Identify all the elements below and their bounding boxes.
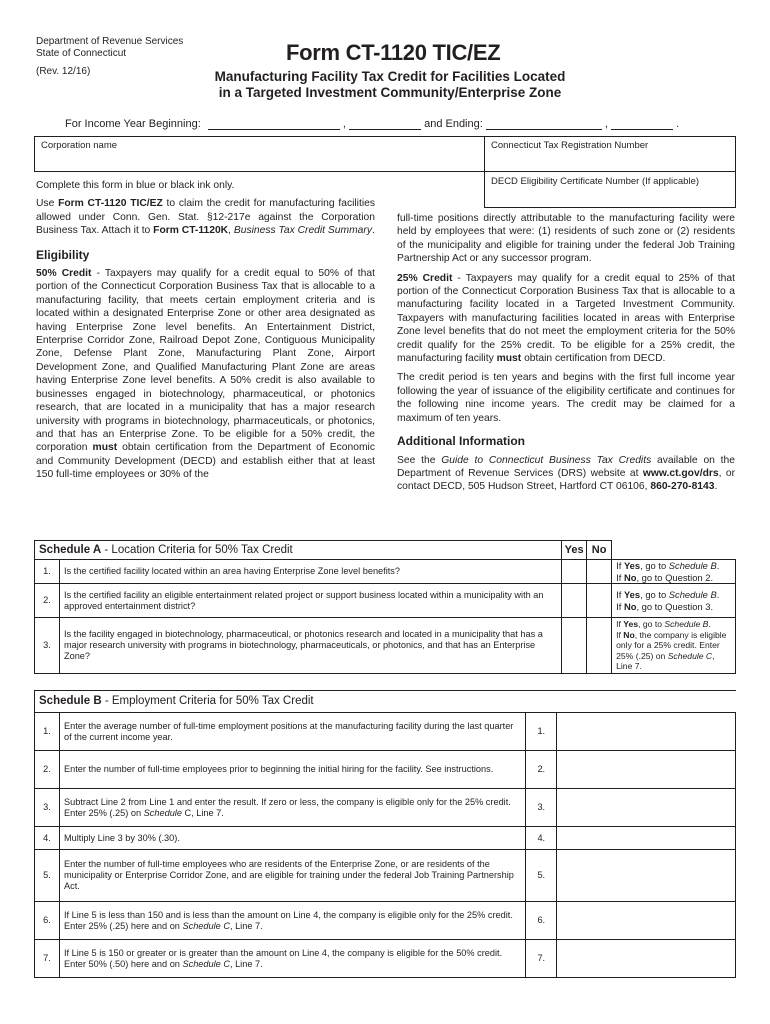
credit-period-paragraph: The credit period is ten years and begins with the first full income year following the year of issuance of the eligibility certificate and continues for the following nine income years. The credit may be claimed for a maximum of ten years. — [397, 372, 735, 424]
twentyfive-label: 25% Credit — [397, 272, 453, 284]
beginning-date-field[interactable] — [208, 118, 340, 130]
text: , go to — [640, 560, 669, 571]
text: If — [616, 589, 624, 600]
question-number: 3. — [35, 618, 60, 674]
text: - Taxpayers may qualify for a credit equal to 50% of that portion of the Connecticut Corporation Business Tax that is allocable to a manufacturing facility, that meets certain employment criteria and is located within a designated Enterprise Zone or other area designated as having Enterprise Zone level benefits. An Entertainment District, Enterprise Corridor Zone, Railroad Depot Zone, Contiguous Municipality Zone, Defense Plant Zone, Manufacturing Plant Zone, Airport Development Zone, and Qualified Manufacturing Plant Zone are areas having Enterprise Zone level benefits. A 50% credit is also available to businesses engaged in biotechnology, pharmaceutical, or photonics research, that are located in a municipality that has a major research university with programs in biotechnology, pharmaceuticals, or photonics, and that has an Enterprise Zone. To be eligible for a 50% credit, the corporation — [36, 268, 375, 454]
schedule-ref: Schedule B — [664, 619, 709, 630]
income-year-ending-label: and Ending: — [424, 118, 483, 130]
schedule-title-text: - Employment Criteria for 50% Tax Credit — [101, 695, 314, 707]
yes-instruction — [616, 589, 731, 601]
ct-tax-registration-field[interactable] — [484, 136, 736, 172]
table-row — [35, 584, 736, 618]
income-year-beginning-label: For Income Year Beginning: — [65, 118, 201, 130]
line-amount-field[interactable] — [557, 789, 736, 827]
text: , go to — [638, 619, 665, 630]
text: . — [714, 481, 718, 493]
line-amount-field[interactable] — [557, 713, 736, 751]
schedule-title-text: - Location Criteria for 50% Tax Credit — [101, 543, 293, 556]
state-name: State of Connecticut — [36, 48, 127, 59]
text: , or contact DECD, 505 Hudson Street, Hartford CT 06106, — [397, 467, 735, 493]
instructions-right-column — [397, 212, 735, 500]
text: , go to Question 2. — [636, 571, 714, 583]
line-ref: 7. — [526, 940, 557, 978]
use-paragraph — [36, 197, 375, 237]
comma: , — [604, 118, 608, 130]
line-number: 1. — [35, 713, 60, 751]
text: to claim the credit for manufacturing facilities allowed under Conn. Gen. Stat. §12-217e against the Corporation Business Tax. Attach it to — [36, 198, 375, 237]
text: , go to Question 3. — [636, 600, 714, 612]
line-text: Multiply Line 3 by 30% (.30). — [59, 827, 525, 850]
table-row — [35, 850, 736, 902]
line-ref: 2. — [526, 751, 557, 789]
yes-column-header: Yes — [562, 541, 587, 560]
corporation-name-label: Corporation name — [41, 140, 118, 151]
instructions-column-header — [612, 541, 736, 560]
question-number: 2. — [35, 584, 60, 618]
no-checkbox[interactable] — [587, 618, 612, 674]
schedule-a-table — [34, 540, 736, 674]
yes-checkbox[interactable] — [562, 618, 587, 674]
no-instruction — [616, 630, 733, 672]
text: Use — [36, 198, 59, 210]
question-instructions — [612, 584, 736, 618]
table-row — [35, 940, 736, 978]
guide-ref: Guide to Connecticut Business Tax Credits — [441, 454, 652, 466]
twentyfive-percent-paragraph — [397, 272, 735, 366]
question-number: 1. — [35, 560, 60, 584]
text: , — [228, 225, 234, 237]
schedule-b-table — [34, 690, 736, 978]
line-amount-field[interactable] — [557, 827, 736, 850]
fifty-label: 50% Credit — [36, 268, 92, 280]
decd-certificate-label: DECD Eligibility Certificate Number (If applicable) — [491, 176, 700, 187]
form-ref: Form CT-1120K — [153, 225, 229, 237]
line-text — [59, 789, 525, 827]
table-row — [35, 751, 736, 789]
emphasis: No — [623, 629, 635, 640]
beginning-year-field[interactable] — [349, 118, 421, 130]
phone-number: 860-270-8143 — [650, 481, 715, 493]
yes-instruction — [616, 619, 733, 630]
text: - Taxpayers may qualify for a credit equal to 25% of that portion of the Connecticut Corporation Business Tax that is allocable to a manufacturing facility located in a Targeted Investment Community. Taxpayers with manufacturing facilities located in areas with Enterprise Zone level benefits that do not meet the employment criteria for the 50% credit qualify for the 25% credit. To be eligible for a 25% credit, the manufacturing facility — [397, 272, 735, 365]
text: . — [716, 589, 720, 600]
period: . — [676, 118, 680, 130]
decd-certificate-field[interactable] — [484, 171, 736, 208]
text: If — [616, 600, 624, 612]
eligibility-heading: Eligibility — [36, 247, 90, 262]
text: obtain certification from DECD. — [521, 353, 666, 365]
line-number: 5. — [35, 850, 60, 902]
line-amount-field[interactable] — [557, 902, 736, 940]
schedule-ref: Schedule B — [668, 589, 717, 600]
text: , Line 7. — [616, 650, 715, 672]
ending-date-field[interactable] — [486, 118, 602, 130]
line-text: Enter the number of full-time employees prior to beginning the initial hiring for the facility. See instructions. — [59, 751, 525, 789]
schedule-a-title — [35, 541, 562, 560]
line-amount-field[interactable] — [557, 940, 736, 978]
question-instructions — [612, 618, 736, 674]
text: , the company is eligible only for a 25% credit. Enter 25% (.25) on — [616, 629, 727, 661]
additional-info-paragraph — [397, 454, 735, 494]
yes-checkbox[interactable] — [562, 584, 587, 618]
line-text — [59, 940, 525, 978]
yes-checkbox[interactable] — [562, 560, 587, 584]
comma: , — [342, 118, 346, 130]
additional-info-heading: Additional Information — [397, 434, 525, 449]
question-text: Is the certified facility located within an area having Enterprise Zone level benefits? — [59, 560, 561, 584]
no-instruction — [616, 572, 731, 584]
continued-paragraph: full-time positions directly attributable to the manufacturing facility were held by employees that were: (1) residents of such zone or (2) residents of the municipality and eligible for training under the federal Job Training Partnership Act or any successor program. — [397, 213, 735, 265]
ct-tax-registration-label: Connecticut Tax Registration Number — [491, 140, 649, 151]
ending-year-field[interactable] — [611, 118, 673, 130]
table-row — [35, 827, 736, 850]
question-instructions — [612, 560, 736, 584]
income-year-line — [65, 118, 679, 130]
text: . — [716, 560, 720, 571]
text: obtain certification from the Department of Economic and Community Development (DECD) and establish either that at least 150 full-time employees or 30% of the — [36, 442, 375, 481]
schedule-label: Schedule B — [39, 695, 102, 707]
line-number: 4. — [35, 827, 60, 850]
schedule-label: Schedule A — [39, 543, 102, 556]
emphasis: No — [623, 600, 637, 612]
text: , Line 7. — [229, 920, 263, 931]
ink-note: Complete this form in blue or black ink only. — [36, 180, 235, 191]
table-row — [35, 560, 736, 584]
schedule-ref: Schedule C — [182, 958, 230, 969]
text: Subtract Line 2 from Line 1 and enter the result. If zero or less, the company is eligible only for the 25% credit. Enter 25% (.25) on — [63, 796, 511, 818]
no-checkbox[interactable] — [587, 560, 612, 584]
line-ref: 3. — [526, 789, 557, 827]
emphasis: must — [496, 353, 522, 365]
line-number: 3. — [35, 789, 60, 827]
text: , Line 7. — [229, 958, 263, 969]
line-number: 7. — [35, 940, 60, 978]
schedule-ref: Schedule C — [667, 650, 713, 661]
text: C, Line 7. — [181, 807, 224, 818]
no-checkbox[interactable] — [587, 584, 612, 618]
emphasis: Yes — [623, 560, 641, 571]
subtitle-line-2: in a Targeted Investment Community/Enterprise Zone — [218, 85, 562, 100]
schedule-b-title — [35, 691, 736, 713]
table-row — [35, 789, 736, 827]
text: If — [616, 560, 624, 571]
text: , go to — [640, 589, 669, 600]
schedule-ref: Schedule B — [668, 560, 717, 571]
question-text: Is the certified facility an eligible entertainment related project or support business located within a municipality with an approved entertainment district? — [59, 584, 561, 618]
emphasis: Yes — [623, 619, 639, 630]
instructions-left-column — [36, 179, 375, 488]
fifty-percent-paragraph — [36, 267, 375, 482]
revision: (Rev. 12/16) — [36, 66, 91, 77]
line-number: 2. — [35, 751, 60, 789]
no-column-header: No — [587, 541, 612, 560]
line-amount-field[interactable] — [557, 751, 736, 789]
subtitle-line-1: Manufacturing Facility Tax Credit for Facilities Located — [214, 69, 566, 84]
corporation-name-field[interactable] — [34, 136, 485, 172]
schedule-b-header — [35, 691, 736, 713]
emphasis: No — [623, 571, 637, 583]
line-text — [59, 902, 525, 940]
text: See the — [397, 454, 442, 466]
text: If — [616, 619, 624, 630]
text: If Line 5 is less than 150 and is less than the amount on Line 4, the company is eligible only for the 25% credit. Enter 25% (.25) here and on — [63, 909, 513, 931]
form-subtitle — [180, 69, 600, 101]
line-ref: 4. — [526, 827, 557, 850]
text: If — [616, 571, 624, 583]
line-text: Enter the average number of full-time employment positions at the manufacturing facility during the last quarter of the current income year. — [59, 713, 525, 751]
summary-ref: Business Tax Credit Summary — [233, 225, 372, 237]
yes-instruction — [616, 560, 731, 572]
emphasis: Yes — [623, 589, 641, 600]
schedule-ref: Schedule C — [182, 920, 230, 931]
line-text: Enter the number of full-time employees who are residents of the Enterprise Zone, or are residents of the municipality or Enterprise Corridor Zone, and are eligible for training under the federal Job Training Partnership Act. — [59, 850, 525, 902]
no-instruction — [616, 601, 731, 613]
schedule-a-header — [35, 541, 736, 560]
table-row — [35, 902, 736, 940]
line-number: 6. — [35, 902, 60, 940]
schedule-ref: Schedule — [143, 807, 182, 818]
website-link[interactable]: www.ct.gov/drs — [642, 467, 719, 479]
table-row — [35, 713, 736, 751]
form-ref: Form CT-1120 TIC/EZ — [58, 198, 163, 210]
text: If — [616, 629, 624, 640]
question-text: Is the facility engaged in biotechnology, pharmaceutical, or photonics research and located in a municipality that has a major research university with programs in biotechnology, pharmaceuticals, or photonics, and that has an Enterprise Zone? — [59, 618, 561, 674]
text: . — [371, 225, 375, 237]
line-ref: 6. — [526, 902, 557, 940]
department-label — [36, 36, 183, 60]
emphasis: must — [92, 442, 118, 454]
line-ref: 1. — [526, 713, 557, 751]
text: . — [708, 619, 711, 630]
table-row — [35, 618, 736, 674]
dept-name: Department of Revenue Services — [36, 36, 184, 47]
text: available on the Department of Revenue Services (DRS) website at — [397, 454, 735, 479]
form-title: Form CT-1120 TIC/EZ — [286, 40, 501, 65]
line-amount-field[interactable] — [557, 850, 736, 902]
line-ref: 5. — [526, 850, 557, 902]
text: If Line 5 is 150 or greater or is greater than the amount on Line 4, the company is eligible for the 50% credit. Enter 50% (.50) here and on — [63, 947, 503, 969]
